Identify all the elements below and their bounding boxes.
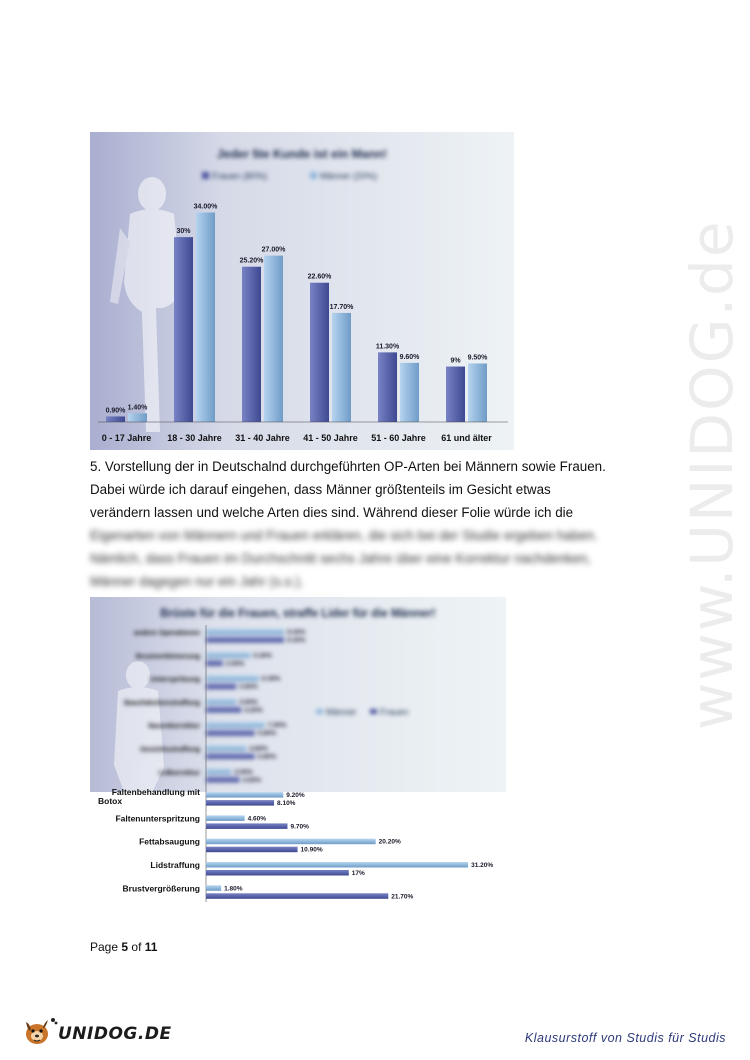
legend-swatch-frauen	[202, 172, 209, 179]
bar-frauen	[206, 847, 298, 853]
chart2-title: Brüste für die Frauen, straffe Lider für die Männer!	[160, 608, 436, 620]
data-label: 0.90%	[105, 407, 126, 415]
legend-frauen: Frauen (80%)	[212, 171, 268, 181]
bar-chart-operations	[90, 597, 506, 908]
paragraph-line: 5. Vorstellung der in Deutschalnd durchgeführten OP-Arten bei Männern sowie Frauen.	[90, 459, 606, 474]
bar-frauen	[206, 707, 241, 713]
data-label: 9.30%	[287, 637, 306, 644]
bar-chart-age	[90, 132, 514, 450]
data-label: 3.60%	[239, 698, 258, 706]
data-label: 4.80%	[249, 745, 268, 753]
data-label: 9.70%	[290, 823, 309, 831]
data-label: 1.80%	[224, 885, 243, 893]
data-label: 6.30%	[261, 675, 281, 683]
page-current: 5	[121, 940, 129, 954]
bar-frauen	[206, 754, 255, 760]
data-label: 4.00%	[242, 776, 262, 784]
data-label: 30%	[176, 228, 191, 236]
tagline: Klausurstoff von Studis für Studis	[524, 1031, 726, 1045]
category-label: andere Operationen	[133, 630, 200, 637]
category-label: Brustvergrößerung	[122, 883, 200, 894]
legend-swatch-frauen	[370, 709, 377, 714]
data-label: 17%	[351, 870, 365, 877]
data-label: 9%	[450, 357, 461, 365]
bar-maenner	[264, 256, 283, 422]
data-label: 9.20%	[286, 792, 305, 800]
unidog-logo	[22, 1014, 172, 1048]
bar-maenner	[206, 699, 236, 705]
bar-frauen	[378, 352, 397, 422]
category-label: Nasenkorrektur	[148, 723, 200, 731]
bar-frauen	[206, 870, 349, 876]
bar-maenner	[206, 746, 246, 752]
category-label: 51 - 60 Jahre	[371, 433, 426, 443]
bar-maenner	[206, 769, 231, 775]
category-label: Faltenbehandlung mit	[111, 787, 200, 798]
data-label: 5.30%	[253, 652, 272, 660]
blurred-paragraph-line: Eigenarten von Männern und Frauen erklären, die sich bei der Studie ergeben haben.	[90, 528, 598, 543]
data-label: 8.10%	[277, 800, 296, 808]
logo-text: UNIDOG.DE	[58, 1024, 172, 1044]
legend-swatch-maenner	[310, 172, 317, 179]
bar-frauen	[206, 684, 236, 690]
bar-frauen	[446, 367, 465, 422]
category-label: Lidstraffung	[150, 860, 200, 870]
legend-maenner: Männer (20%)	[320, 171, 378, 181]
category-label: Lidkorrektur	[158, 769, 200, 777]
bar-maenner	[206, 676, 259, 682]
data-label: 9.60%	[399, 353, 420, 361]
category-label: 31 - 40 Jahre	[235, 433, 290, 443]
watermark: www.UNIDOG.de	[678, 219, 746, 730]
bar-maenner	[332, 313, 351, 422]
data-label: 4.60%	[247, 815, 267, 823]
data-label: 3.60%	[239, 683, 258, 691]
bar-maenner	[128, 413, 147, 422]
data-label: 10.90%	[300, 846, 323, 854]
dog-icon	[22, 1014, 58, 1048]
paragraph-line: verändern lassen und welche Arten dies sind. Während dieser Folie würde ich die	[90, 505, 574, 520]
bar-maenner	[206, 885, 221, 891]
data-label: 21.70%	[391, 893, 414, 901]
bar-frauen	[206, 777, 240, 783]
category-label: Faltenunterspritzung	[115, 813, 200, 824]
data-label: 5.80%	[257, 730, 277, 738]
data-label: 27.00%	[261, 246, 286, 254]
blurred-paragraph-line: Nämlich, dass Frauen im Durchschnitt sechs Jahre über eine Korrektur nachdenken,	[90, 551, 591, 566]
category-label: Botox	[98, 796, 123, 807]
bar-frauen	[206, 637, 284, 643]
bar-frauen	[242, 267, 261, 422]
page-total: 11	[144, 940, 158, 954]
data-label: 34.00%	[193, 203, 218, 211]
bar-frauen	[206, 730, 255, 736]
paragraph	[90, 455, 650, 593]
data-label: 17.70%	[329, 303, 354, 311]
bar-maenner	[206, 839, 376, 845]
page-label: Page	[90, 940, 119, 954]
bar-frauen	[206, 823, 287, 829]
paragraph-line: Dabei würde ich darauf eingehen, dass Männer größtenteils im Gesicht etwas	[90, 482, 551, 497]
category-label: Unterspritzung	[150, 676, 200, 684]
bar-maenner	[206, 652, 251, 658]
bar-maenner	[196, 212, 215, 422]
bar-frauen	[206, 893, 388, 899]
bar-maenner	[206, 815, 245, 821]
data-label: 9.50%	[467, 354, 488, 362]
bar-maenner	[206, 722, 265, 728]
legend-frauen: Frauen	[380, 707, 409, 717]
data-label: 2.00%	[225, 660, 245, 668]
category-label: Fettabsaugung	[139, 836, 200, 847]
bar-frauen	[174, 237, 193, 422]
category-label: 0 - 17 Jahre	[101, 433, 152, 443]
bar-maenner	[206, 862, 468, 868]
bar-maenner	[400, 363, 419, 422]
bar-frauen	[106, 416, 125, 422]
data-label: 7.00%	[267, 722, 287, 730]
category-label: 18 - 30 Jahre	[167, 433, 222, 443]
bar-maenner	[206, 629, 284, 635]
page-number	[90, 940, 157, 954]
category-label: 61 und älter	[441, 433, 492, 443]
data-label: 25.20%	[239, 257, 264, 265]
category-label: Brustverkleinerung	[135, 653, 200, 661]
category-label: Gesichtsstraffung	[140, 746, 200, 754]
bar-frauen	[206, 800, 274, 806]
bar-frauen	[310, 283, 329, 422]
data-label: 11.30%	[375, 343, 400, 351]
blurred-paragraph-line: Männer dagegen nur ein Jahr (s.o.).	[90, 574, 304, 589]
data-label: 4.20%	[244, 706, 263, 714]
data-label: 31.20%	[471, 862, 494, 869]
data-label: 5.80%	[257, 753, 277, 761]
category-label: Bauchdeckenstraffung	[124, 699, 200, 707]
category-label: 41 - 50 Jahre	[303, 433, 358, 443]
bar-frauen	[206, 660, 223, 666]
legend-swatch-maenner	[316, 709, 323, 714]
bar-maenner	[468, 363, 487, 422]
data-label: 9.30%	[287, 629, 306, 636]
bar-maenner	[206, 792, 283, 798]
data-label: 1.40%	[127, 404, 148, 412]
data-label: 3.00%	[234, 768, 253, 776]
data-label: 20.20%	[378, 838, 401, 846]
legend-maenner: Männer	[326, 707, 357, 717]
data-label: 22.60%	[307, 273, 332, 281]
page-of-label: of	[131, 940, 142, 954]
chart1-title: Jeder 5te Kunde ist ein Mann!	[216, 147, 388, 161]
